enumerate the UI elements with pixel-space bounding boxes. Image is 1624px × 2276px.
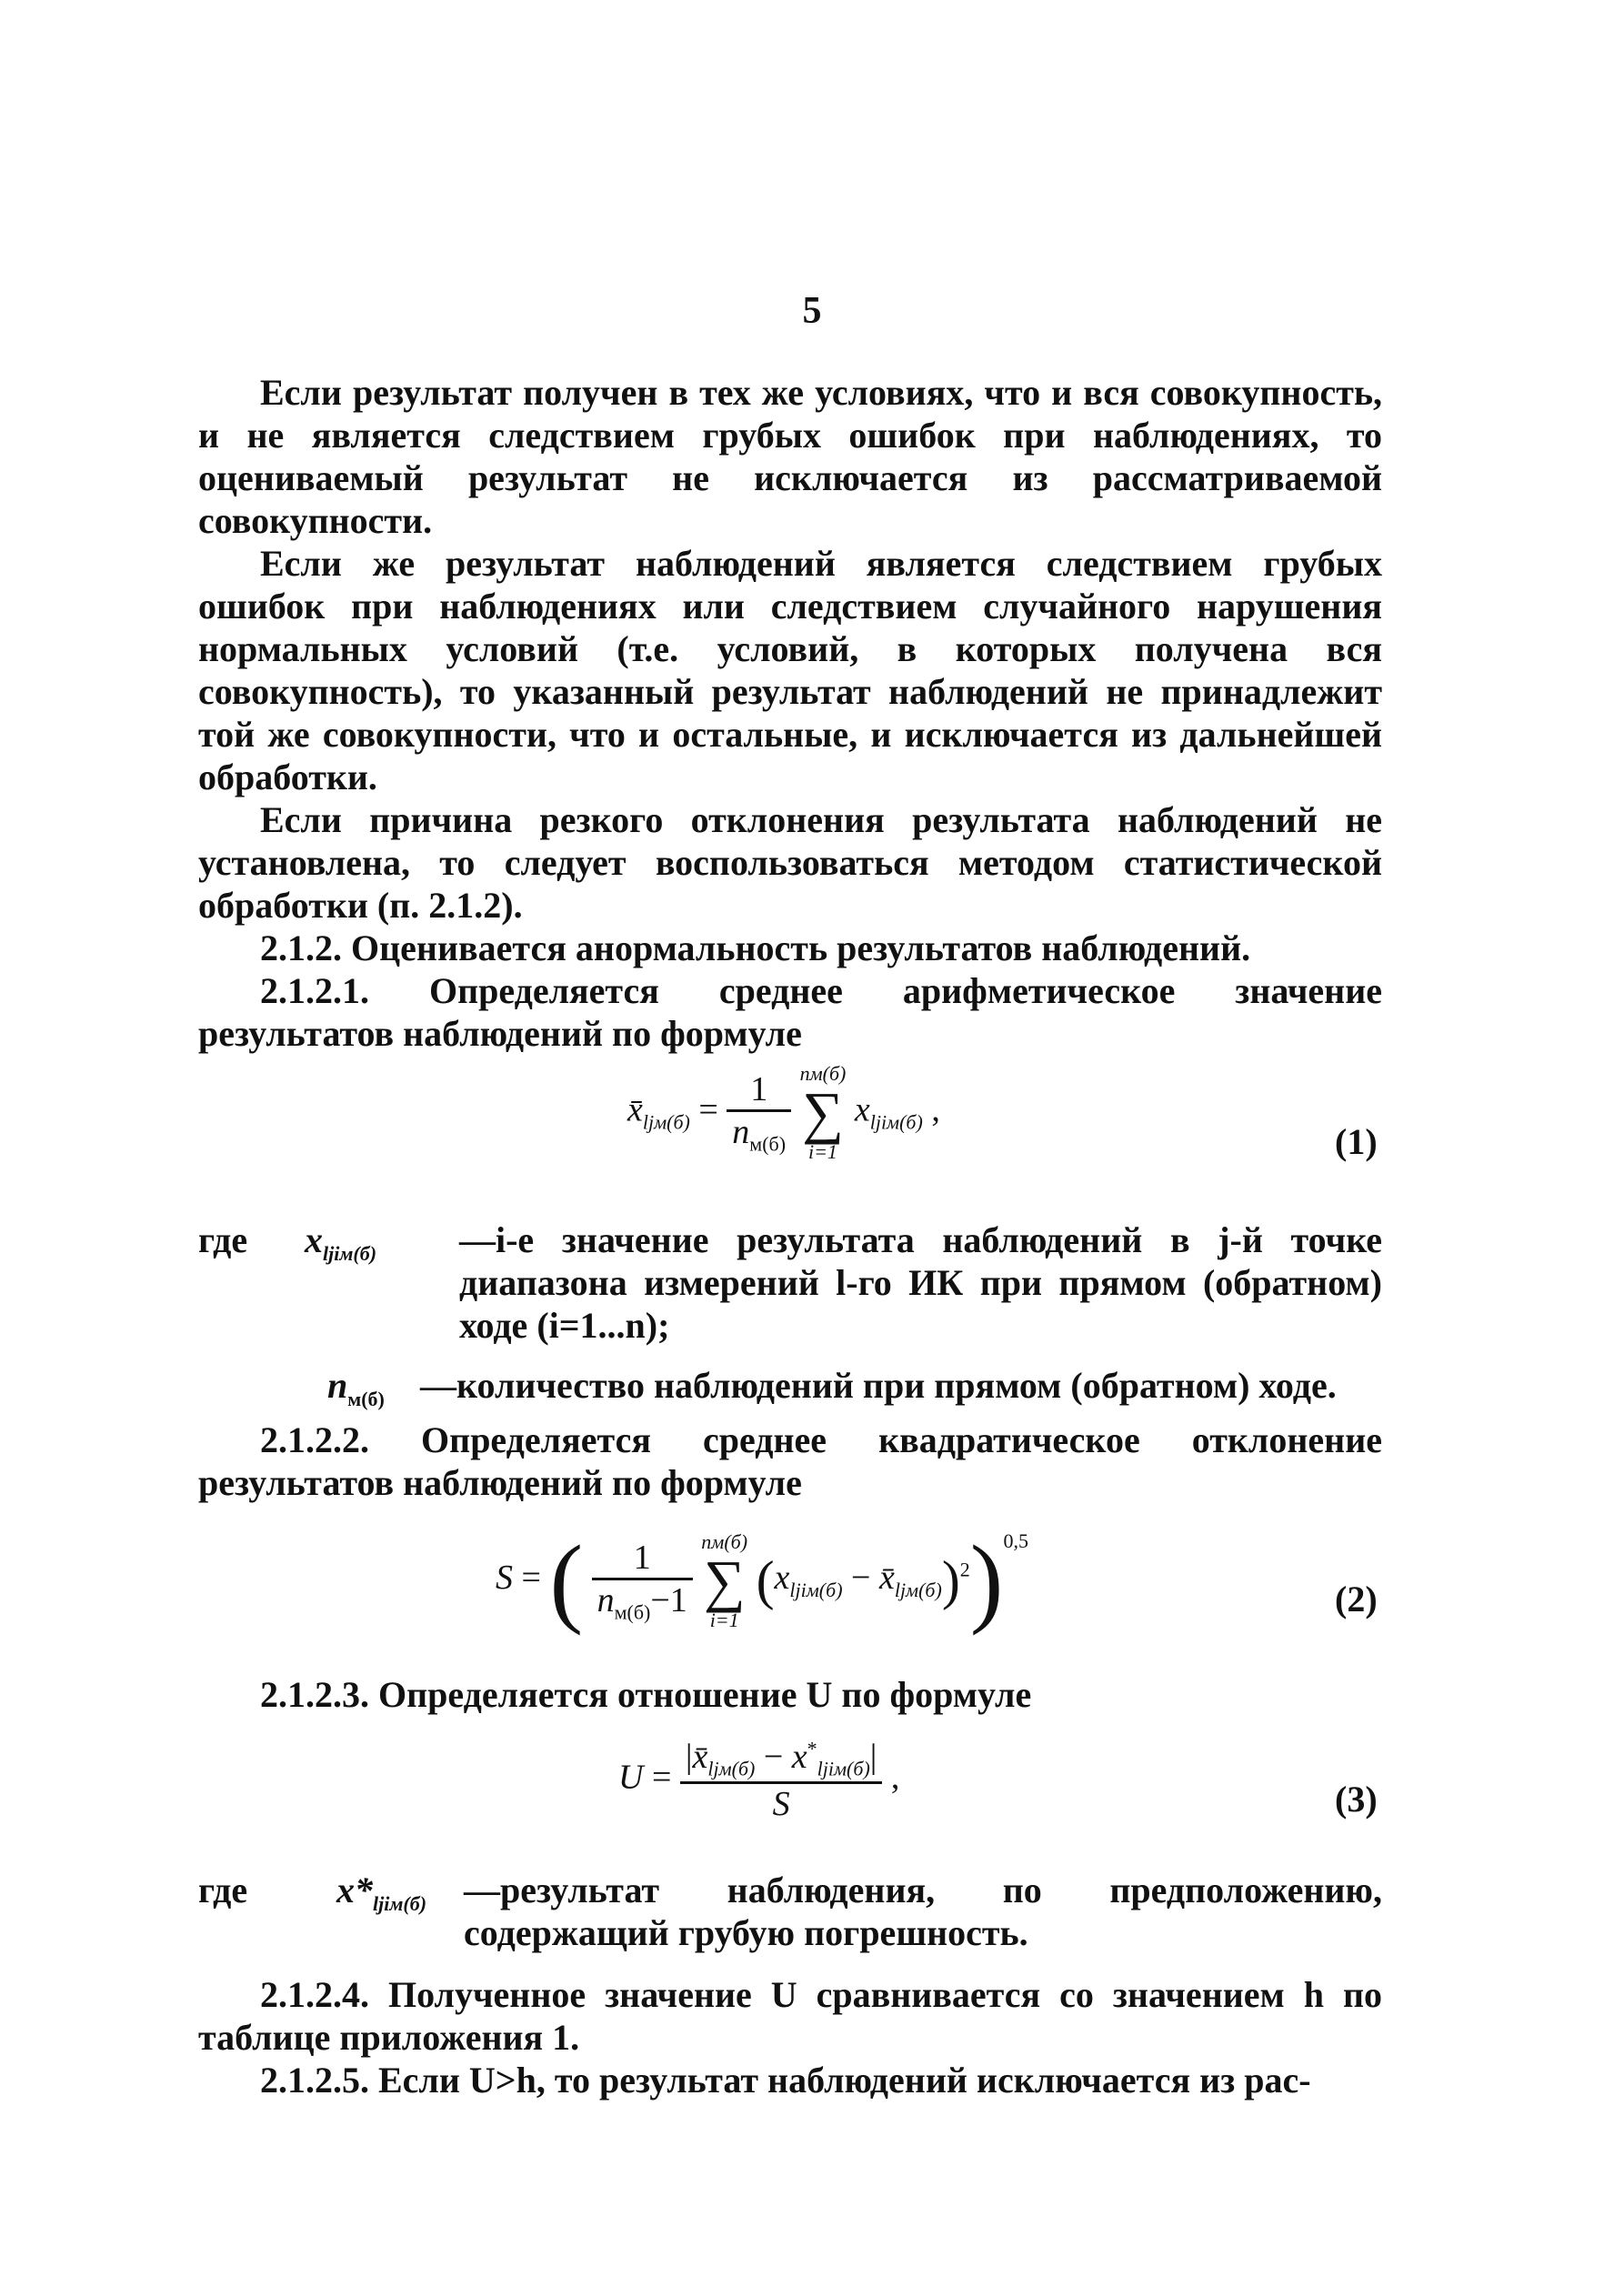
- fraction-denominator: [592, 1580, 693, 1625]
- where-label: где: [198, 1870, 248, 1910]
- formula-1: [627, 1064, 940, 1162]
- fraction-denominator: [680, 1784, 882, 1824]
- body-text-2122: [198, 1419, 1382, 1504]
- body-text-top: [198, 371, 1382, 1055]
- formula-symbol: n: [799, 1062, 810, 1085]
- fraction-denominator: [727, 1112, 791, 1157]
- paragraph: 2.1.2.3. Определяется отношение U по формуле: [260, 1674, 1032, 1715]
- formula-subscript: м(б): [347, 1388, 385, 1410]
- sum-lower-limit: i=1: [807, 1140, 837, 1163]
- formula-fraction: [727, 1069, 791, 1157]
- formula-fraction: [592, 1538, 693, 1625]
- formula-operator: −: [763, 1738, 784, 1776]
- formula-operator: =: [698, 1090, 718, 1129]
- where-symbol-x: [305, 1218, 376, 1266]
- formula-punctuation: ,: [890, 1758, 900, 1797]
- right-paren: ): [969, 1525, 1004, 1636]
- formula-symbol: x̄: [627, 1090, 643, 1129]
- where-symbol-xstar: [336, 1869, 426, 1916]
- body-text-2123: [198, 1673, 1382, 1716]
- formula-3: [618, 1737, 899, 1824]
- paragraph: 2.1.2.4. Полученное значение U сравнивается со значением h по таблице приложения 1.: [198, 1974, 1382, 2058]
- formula-subscript: м(б): [749, 1132, 787, 1156]
- formula-symbol: n: [596, 1580, 615, 1619]
- formula-symbol: S: [496, 1559, 513, 1598]
- formula-symbol: n: [701, 1529, 712, 1553]
- paragraph: Если причина резкого отклонения результата наблюдений не установлена, то следует воспользоваться методом статистической обработки (п. 2.1.2).: [198, 799, 1382, 926]
- formula-subscript: м(б): [614, 1600, 651, 1624]
- formula-subscript: ljiм(б): [817, 1757, 870, 1780]
- formula-superscript: *: [807, 1737, 817, 1760]
- formula-symbol: S: [772, 1784, 790, 1823]
- formula-symbol: x̄: [692, 1738, 708, 1776]
- fraction-numerator: $|x̄_{ljм(б)} - x^*_{ljiм(б)}|$: [680, 1737, 882, 1784]
- fraction-numerator: 1: [727, 1069, 791, 1112]
- formula-subscript: ljм(б): [642, 1110, 690, 1134]
- paragraph: Если результат получен в тех же условиях, что и вся совокупность, и не является следствием грубых ошибок при наблюдениях, то оцениваемый результат не исключается из рассматриваемой совокупности.: [198, 372, 1382, 541]
- where-label: где: [198, 1219, 248, 1260]
- sigma-sign: ∑: [802, 1080, 844, 1145]
- formula-symbol: x: [854, 1090, 870, 1129]
- right-paren: ): [941, 1550, 960, 1610]
- formula-subscript: ljiм(б): [323, 1242, 377, 1265]
- formula-subscript: ljм(б): [894, 1578, 942, 1601]
- body-text-bottom: [198, 1973, 1382, 2101]
- sigma-sign: ∑: [703, 1548, 746, 1613]
- formula-symbol: x̄: [878, 1559, 895, 1598]
- left-paren: (: [756, 1550, 775, 1610]
- equation-number-2: (2): [1335, 1579, 1378, 1619]
- formula-2: [496, 1523, 1028, 1639]
- formula-operator: −: [851, 1559, 871, 1598]
- paragraph: 2.1.2.1. Определяется среднее арифметическое значение результатов наблюдений по формуле: [198, 970, 1382, 1054]
- formula-symbol: U: [618, 1758, 644, 1797]
- formula-operator: =: [521, 1559, 541, 1598]
- where-definition-n: —количество наблюдений при прямом (обратном) ходе.: [420, 1365, 1337, 1406]
- formula-fraction: [680, 1737, 882, 1824]
- page-number: 5: [802, 290, 822, 332]
- where-definition-x: —i-е значение результата наблюдений в j-й точке диапазона измерений l-го ИК при прямом (обратном) ходе (i=1...n);: [459, 1219, 1382, 1346]
- paragraph: Если же результат наблюдений является следствием грубых ошибок при наблюдениях или следствием случайного нарушения нормальных условий (т.е. условий, в которых получена вся совокупность), то указанный результат наблюдений не принадлежит той же совокупности, что и остальные, и исключается из дальнейшей обработки.: [198, 543, 1382, 797]
- formula-punctuation: ,: [931, 1090, 940, 1129]
- where-definition-xstar: —результат наблюдения, по предположению, содержащий грубую погрешность.: [464, 1870, 1382, 1953]
- formula-subscript: ljiм(б): [869, 1110, 923, 1134]
- formula-term: −1: [650, 1580, 687, 1619]
- formula-subscript: ljiм(б): [789, 1578, 843, 1601]
- formula-symbol: x: [774, 1559, 790, 1598]
- formula-symbol: x: [305, 1219, 323, 1260]
- summation: [701, 1529, 748, 1631]
- formula-subscript: м(б): [809, 1062, 847, 1085]
- equation-number-3: (3): [1335, 1779, 1378, 1820]
- paragraph: 2.1.2.2. Определяется среднее квадратическое отклонение результатов наблюдений по формуле: [198, 1419, 1382, 1503]
- paragraph: 2.1.2.5. Если U>h, то результат наблюдений исключается из рас-: [260, 2060, 1311, 2101]
- where-symbol-n: [327, 1364, 385, 1411]
- formula-subscript: м(б): [711, 1529, 748, 1553]
- formula-superscript: 2: [959, 1558, 970, 1581]
- formula-operator: =: [651, 1758, 672, 1797]
- formula-symbol: x: [791, 1738, 807, 1776]
- summation: [800, 1064, 847, 1162]
- left-paren: (: [549, 1525, 584, 1636]
- paragraph: 2.1.2. Оценивается анормальность результатов наблюдений.: [260, 927, 1251, 968]
- formula-symbol: n: [327, 1365, 348, 1406]
- formula-superscript: 0,5: [1003, 1529, 1028, 1553]
- formula-subscript: ljiм(б): [373, 1892, 427, 1915]
- sum-lower-limit: i=1: [709, 1608, 739, 1631]
- fraction-numerator: 1: [592, 1538, 693, 1580]
- formula-symbol: x*: [336, 1870, 373, 1910]
- formula-subscript: ljм(б): [707, 1757, 756, 1780]
- equation-number-1: (1): [1335, 1121, 1378, 1162]
- formula-symbol: n: [732, 1113, 750, 1152]
